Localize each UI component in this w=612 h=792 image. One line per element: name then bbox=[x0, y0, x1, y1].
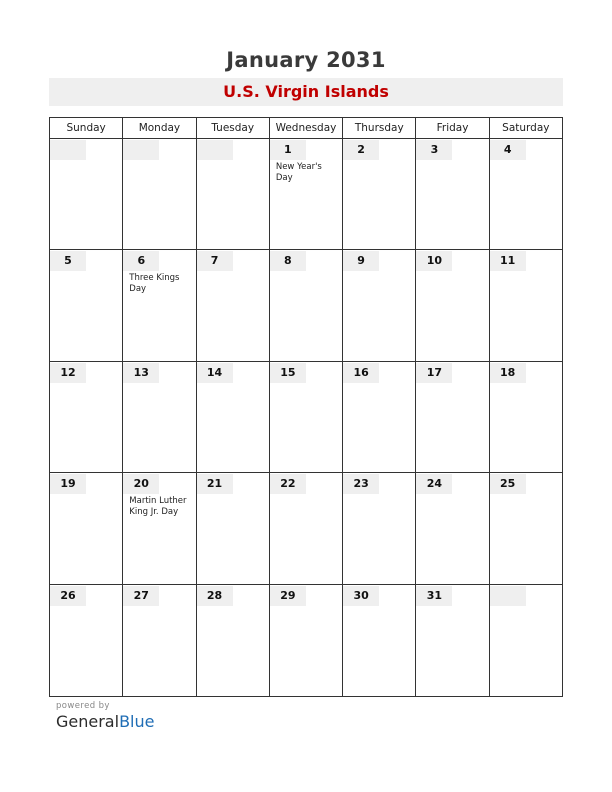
brand-blue-text: Blue bbox=[119, 712, 155, 731]
day-number: 30 bbox=[343, 586, 379, 606]
day-number: 24 bbox=[416, 474, 452, 494]
region-banner bbox=[49, 78, 563, 106]
day-number: 16 bbox=[343, 363, 379, 383]
day-number: 22 bbox=[270, 474, 306, 494]
weekday-monday: Monday bbox=[123, 118, 196, 138]
brand-general-text: General bbox=[56, 712, 120, 731]
day-number: 13 bbox=[123, 363, 159, 383]
day-cell bbox=[123, 473, 196, 583]
day-number bbox=[123, 140, 159, 160]
generalblue-logo[interactable] bbox=[56, 712, 154, 731]
day-number: 29 bbox=[270, 586, 306, 606]
region-name: U.S. Virgin Islands bbox=[223, 82, 389, 101]
day-number: 6 bbox=[123, 251, 159, 271]
day-number bbox=[197, 140, 233, 160]
day-cell bbox=[50, 250, 123, 360]
day-number: 17 bbox=[416, 363, 452, 383]
weekday-thursday: Thursday bbox=[343, 118, 416, 138]
holiday-label: New Year's Day bbox=[275, 162, 322, 183]
day-cell bbox=[123, 250, 196, 360]
day-number: 19 bbox=[50, 474, 86, 494]
day-cell bbox=[197, 139, 270, 249]
day-number: 23 bbox=[343, 474, 379, 494]
weeks-container bbox=[50, 139, 562, 696]
day-cell bbox=[270, 362, 343, 472]
day-cell bbox=[50, 585, 123, 696]
day-cell bbox=[416, 585, 489, 696]
weekday-sunday: Sunday bbox=[50, 118, 123, 138]
day-cell bbox=[343, 473, 416, 583]
day-number: 31 bbox=[416, 586, 452, 606]
day-number: 26 bbox=[50, 586, 86, 606]
week-row bbox=[50, 362, 562, 473]
day-cell bbox=[197, 473, 270, 583]
day-cell bbox=[416, 362, 489, 472]
day-cell bbox=[270, 473, 343, 583]
footer-branding bbox=[56, 701, 154, 731]
day-cell bbox=[490, 585, 562, 696]
day-number bbox=[490, 586, 526, 606]
day-cell bbox=[197, 250, 270, 360]
day-number: 25 bbox=[490, 474, 526, 494]
day-cell bbox=[197, 362, 270, 472]
day-number: 1 bbox=[270, 140, 306, 160]
day-number: 7 bbox=[197, 251, 233, 271]
day-cell bbox=[490, 362, 562, 472]
day-number: 27 bbox=[123, 586, 159, 606]
holiday-label: Martin Luther King Jr. Day bbox=[129, 496, 187, 518]
day-number bbox=[50, 140, 86, 160]
day-number: 3 bbox=[416, 140, 452, 160]
week-row bbox=[50, 473, 562, 584]
weekday-friday: Friday bbox=[416, 118, 489, 138]
weekday-header-row bbox=[50, 118, 562, 139]
day-cell bbox=[50, 362, 123, 472]
day-cell bbox=[343, 250, 416, 360]
day-cell bbox=[270, 250, 343, 360]
day-cell bbox=[197, 585, 270, 696]
day-cell bbox=[490, 139, 562, 249]
day-cell bbox=[123, 585, 196, 696]
day-cell bbox=[343, 362, 416, 472]
weekday-tuesday: Tuesday bbox=[197, 118, 270, 138]
day-number: 14 bbox=[197, 363, 233, 383]
day-cell bbox=[50, 139, 123, 249]
day-number: 21 bbox=[197, 474, 233, 494]
day-cell bbox=[123, 362, 196, 472]
day-number: 28 bbox=[197, 586, 233, 606]
day-cell bbox=[490, 473, 562, 583]
day-cell bbox=[416, 139, 489, 249]
holiday-label: Three Kings Day bbox=[129, 273, 180, 295]
powered-by-label: powered by bbox=[56, 701, 110, 711]
day-number: 2 bbox=[343, 140, 379, 160]
day-cell bbox=[416, 473, 489, 583]
day-number: 9 bbox=[343, 251, 379, 271]
day-number: 20 bbox=[123, 474, 159, 494]
day-cell bbox=[343, 585, 416, 696]
day-cell bbox=[50, 473, 123, 583]
day-number: 12 bbox=[50, 363, 86, 383]
month-grid bbox=[49, 117, 563, 697]
day-number: 10 bbox=[416, 251, 452, 271]
day-cell bbox=[270, 585, 343, 696]
week-row bbox=[50, 250, 562, 361]
day-number: 18 bbox=[490, 363, 526, 383]
day-number: 15 bbox=[270, 363, 306, 383]
day-cell bbox=[123, 139, 196, 249]
calendar-title: January 2031 bbox=[226, 48, 386, 72]
weekday-wednesday: Wednesday bbox=[270, 118, 343, 138]
day-number: 11 bbox=[490, 251, 526, 271]
day-cell bbox=[343, 139, 416, 249]
weekday-saturday: Saturday bbox=[502, 122, 550, 134]
week-row bbox=[50, 585, 562, 696]
day-number: 5 bbox=[50, 251, 86, 271]
day-cell bbox=[490, 250, 562, 360]
day-number: 8 bbox=[270, 251, 306, 271]
day-number: 4 bbox=[490, 140, 526, 160]
day-cell bbox=[416, 250, 489, 360]
week-row bbox=[50, 139, 562, 250]
day-cell bbox=[270, 139, 343, 249]
